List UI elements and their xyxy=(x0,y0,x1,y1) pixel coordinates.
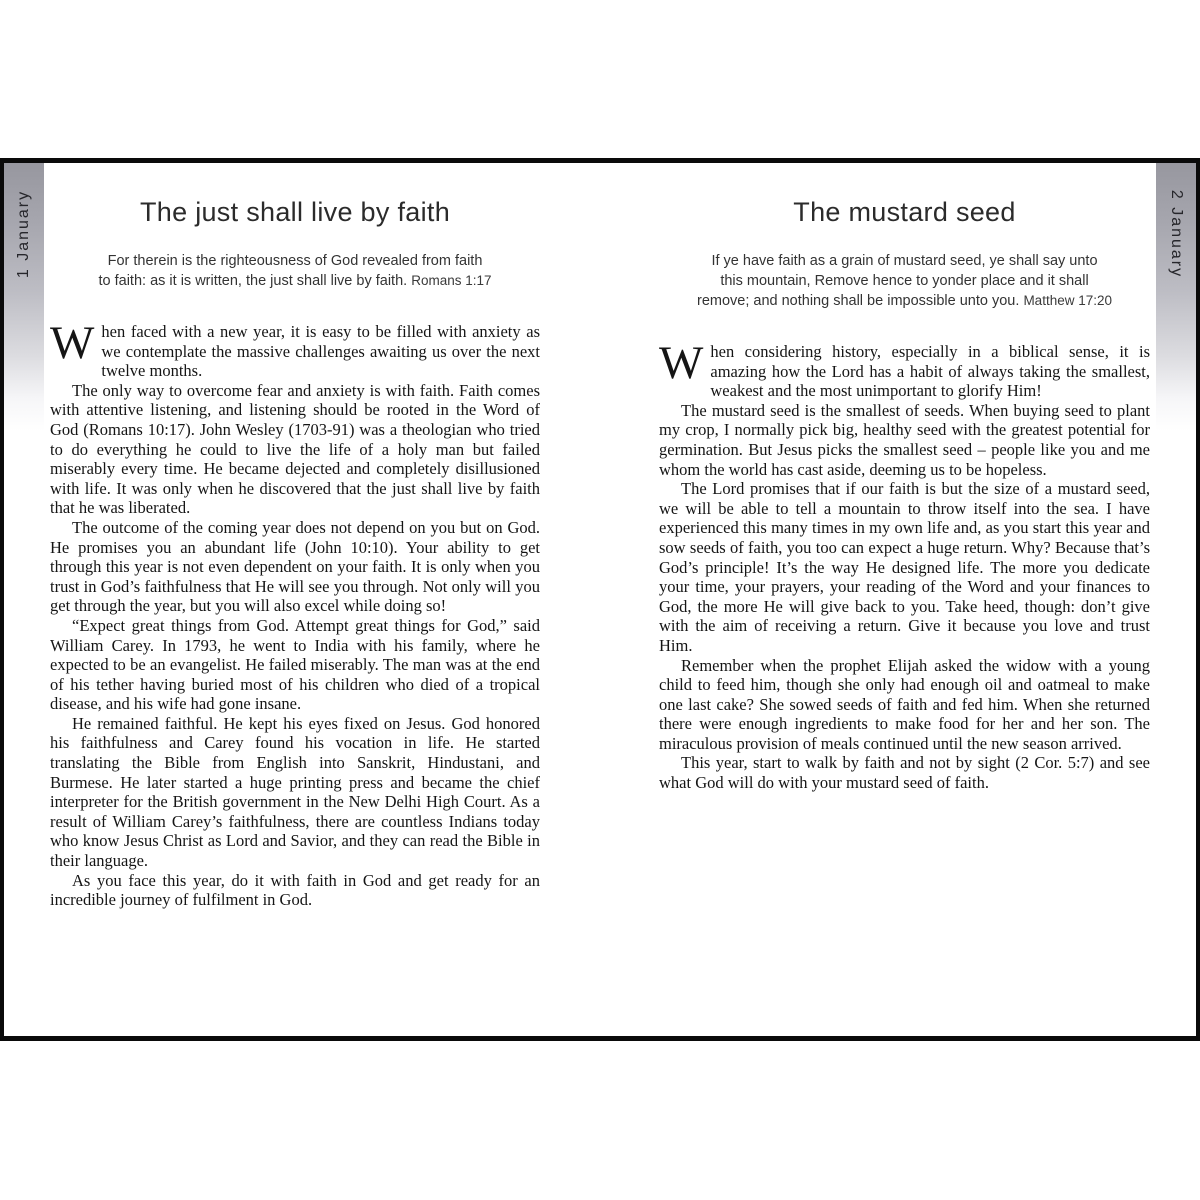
verse-line: For therein is the righteousness of God revealed from faith xyxy=(107,253,483,269)
paragraph: This year, start to walk by faith and not by sight (2 Cor. 5:7) and see what God will do with your mustard seed of faith. xyxy=(659,753,1150,793)
date-tab-left-textbox xyxy=(4,169,44,299)
page-right-title: The mustard seed xyxy=(793,197,1016,227)
verse-reference: Matthew 17:20 xyxy=(1023,293,1112,308)
paragraph xyxy=(659,337,1150,401)
page-left xyxy=(50,163,540,910)
paragraph: “Expect great things from God. Attempt great things for God,” said William Carey. In 1793, he went to India with his family, where he expected to be an evangelist. He failed miserably. The man was at the end of his tether having buried most of his children who died of a tropical disease, and his wife had gone insane. xyxy=(50,615,540,714)
paragraph xyxy=(50,317,540,381)
paragraph: The outcome of the coming year does not depend on you but on God. He promises you an abundant life (John 10:10). Your ability to get through this year is not even dependent on your faith. It is only when you trust in God’s faithfulness that He will see you through. Not only will you get through the year, but you will also excel while doing so! xyxy=(50,517,540,616)
verse-line: to faith: as it is written, the just shall live by faith. xyxy=(98,273,408,289)
paragraph: Remember when the prophet Elijah asked the widow with a young child to feed him, though she only had enough oil and oatmeal to make one last cake? She sowed seeds of faith and fed him. When she returned there were enough ingredients to make food for her and her son. The miraculous provision of meals continued until the new season arrived. xyxy=(659,655,1150,753)
paragraph: The only way to overcome fear and anxiety is with faith. Faith comes with attentive listening, and listening should be rooted in the Word of God (Romans 10:17). John Wesley (1703-91) was a theologian who tried to do everything he could to live the life of a holy man but failed miserably every time. He became dejected and completely disillusioned with life. It was only when he discovered that the just shall live by faith that he was liberated. xyxy=(50,380,540,518)
dropcap-letter: W xyxy=(50,317,95,369)
paragraph: The Lord promises that if our faith is but the size of a mustard seed, we will be able to tell a mountain to throw itself into the sea. I have experienced this many times in my own life and, as you start this year and sow seeds of faith, you too can expect a huge return. Why? Because that’s God’s principle! It’s the way He designed life. The more you dedicate your time, your prayers, your reading of the Word and your finances to God, the more He will give back to you. Take heed, though: don’t give with the aim of receiving a return. Give it because you love and trust Him. xyxy=(659,479,1150,655)
date-tab-right-textbox xyxy=(1156,169,1196,299)
verse-line: If ye have faith as a grain of mustard seed, ye shall say unto xyxy=(711,253,1098,269)
verse-line: this mountain, Remove hence to yonder place and it shall xyxy=(720,273,1089,289)
dropcap-letter: W xyxy=(659,337,704,389)
date-tab-left xyxy=(4,163,44,431)
date-tab-left-label: 1 January xyxy=(15,189,33,279)
page-left-verse xyxy=(50,251,540,291)
verse-reference: Romans 1:17 xyxy=(411,273,492,288)
date-tab-right-label: 2 January xyxy=(1168,189,1186,279)
date-tab-right xyxy=(1156,163,1196,431)
page-right xyxy=(659,163,1150,793)
page-right-verse xyxy=(659,251,1150,311)
paragraph: The mustard seed is the smallest of seeds. When buying seed to plant my crop, I normally pick big, healthy seed with the greatest potential for germination. But Jesus picks the smallest seed – people like you and me whom the world has cast aside, deeming us to be hopeless. xyxy=(659,400,1150,479)
paragraph: He remained faithful. He kept his eyes fixed on Jesus. God honored his faithfulness and Carey found his vocation in life. He started translating the Bible from English into Sanskrit, Hindustani, and Burmese. He later started a huge printing press and became the chief interpreter for the British government in the New Delhi High Court. As a result of William Carey’s faithfulness, there are countless Indians today who know Jesus Christ as Lord and Savior, and they can read the Bible in their language. xyxy=(50,713,540,871)
verse-line: remove; and nothing shall be impossible unto you. xyxy=(696,293,1020,309)
page-left-title: The just shall live by faith xyxy=(139,197,451,227)
page-right-body xyxy=(659,337,1150,793)
paragraph-text: hen faced with a new year, it is easy to be filled with anxiety as we contemplate the massive challenges awaiting us over the next twelve months. xyxy=(101,322,540,381)
page-left-body xyxy=(50,317,540,910)
paragraph-text: hen considering history, especially in a biblical sense, it is amazing how the Lord has a habit of always taking the smallest, weakest and the most unimportant to glorify Him! xyxy=(710,342,1150,401)
paragraph: As you face this year, do it with faith in God and get ready for an incredible journey of fulfilment in God. xyxy=(50,870,540,910)
